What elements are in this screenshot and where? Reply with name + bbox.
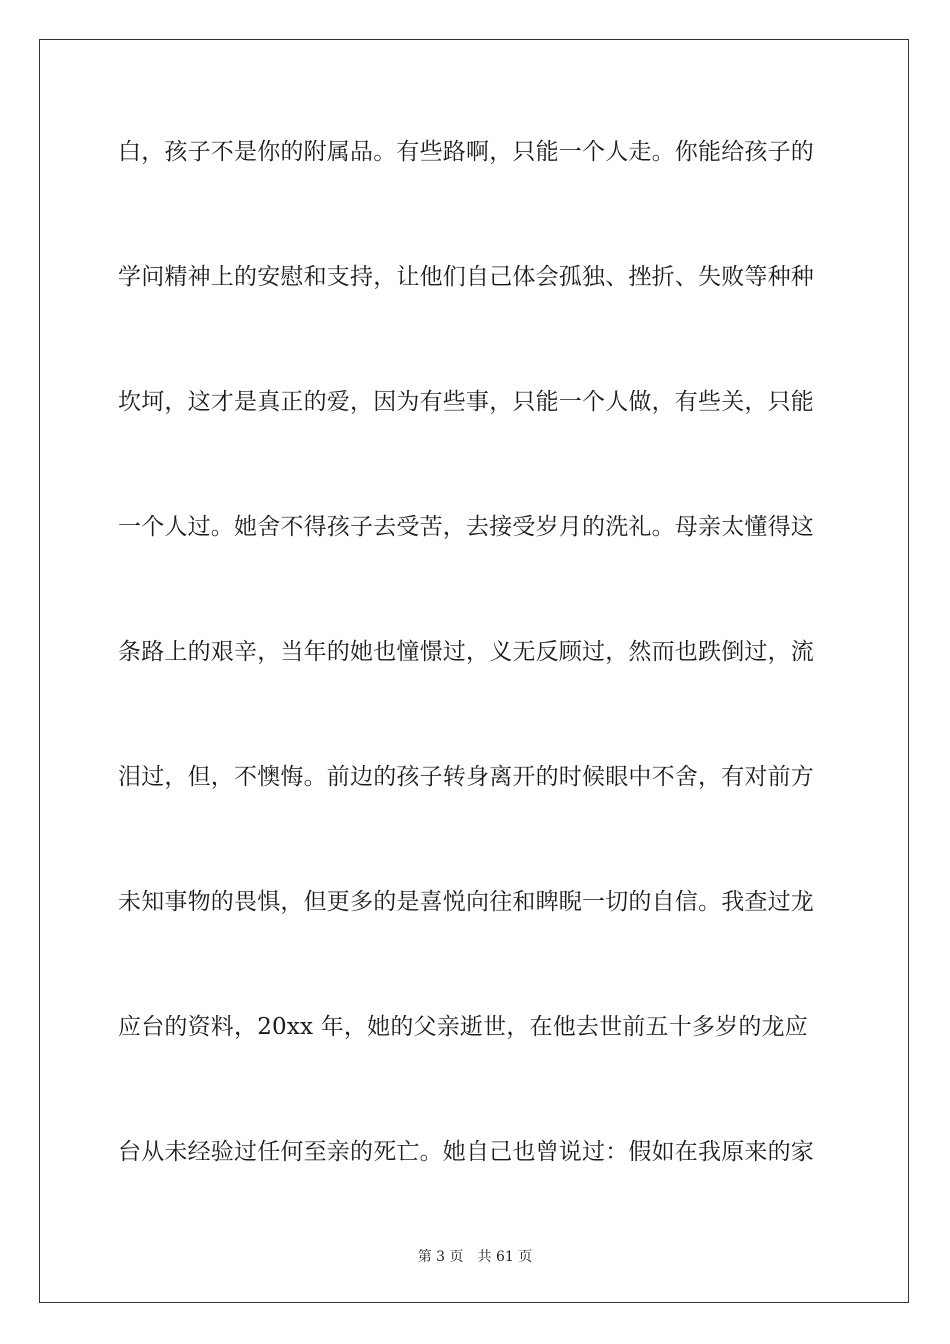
- text-line: 条路上的艰辛，当年的她也憧憬过，义无反顾过，然而也跌倒过，流: [118, 639, 814, 665]
- text-line: 学问精神上的安慰和支持，让他们自己体会孤独、挫折、失败等种种: [118, 264, 814, 290]
- text-line: 应台的资料，20xx 年，她的父亲逝世，在他去世前五十多岁的龙应: [118, 1014, 808, 1040]
- page-number: 第 3 页: [417, 1249, 464, 1265]
- page-footer: [0, 1248, 950, 1266]
- text-line: 一个人过。她舍不得孩子去受苦，去接受岁月的洗礼。母亲太懂得这: [118, 514, 814, 540]
- page-border: [39, 39, 909, 1303]
- page-total: 共 61 页: [477, 1249, 533, 1265]
- text-line: 泪过，但，不懊悔。前边的孩子转身离开的时候眼中不舍，有对前方: [118, 764, 814, 790]
- text-line: 未知事物的畏惧，但更多的是喜悦向往和睥睨一切的自信。我查过龙: [118, 889, 814, 915]
- text-line: 坎坷，这才是真正的爱，因为有些事，只能一个人做，有些关，只能: [118, 389, 814, 415]
- text-line: 白，孩子不是你的附属品。有些路啊，只能一个人走。你能给孩子的: [118, 139, 814, 165]
- text-line: 台从未经验过任何至亲的死亡。她自己也曾说过：假如在我原来的家: [118, 1139, 814, 1165]
